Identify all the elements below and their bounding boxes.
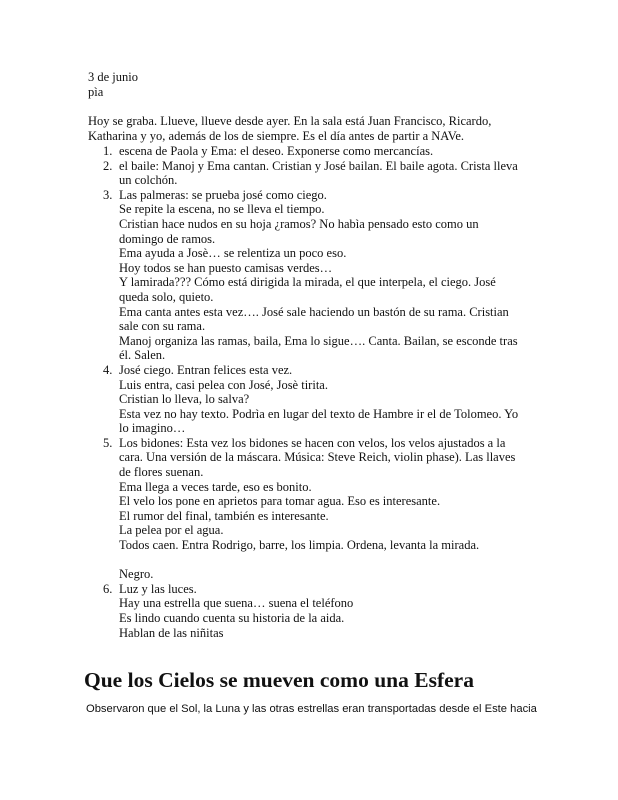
- intro-line: Hoy se graba. Llueve, llueve desde ayer. En la sala está Juan Francisco, Ricardo,: [88, 114, 492, 128]
- list-item: [88, 363, 528, 436]
- list-item-line: Las palmeras: se prueba josé como ciego.: [119, 187, 327, 202]
- list-item-number: 2.: [103, 158, 113, 173]
- list-item-line: Hay una estrella que suena… suena el teléfono: [119, 596, 354, 611]
- list-item: [88, 582, 528, 640]
- list-item-line: Hoy todos se han puesto camisas verdes…: [119, 260, 333, 275]
- list-item: [88, 159, 528, 188]
- list-item-line: Luis entra, casi pelea con José, Josè tirita.: [119, 377, 328, 392]
- list-item-line: El velo los pone en aprietos para tomar agua. Eso es interesante.: [119, 494, 441, 509]
- code-line: pìa: [88, 85, 104, 99]
- list-item: [88, 188, 528, 363]
- intro-line: Katharina y yo, además de los de siempre. Es el día antes de partir a NAVe.: [88, 129, 465, 143]
- list-item-number: 3.: [103, 187, 113, 202]
- list-item: [88, 436, 528, 582]
- list-item: [88, 144, 528, 159]
- list-item-line: el baile: Manoj y Ema cantan. Cristian y José bailan. El baile agota. Crista lleva: [119, 158, 518, 173]
- list-item-line: Negro.: [119, 567, 154, 582]
- list-item-line: él. Salen.: [119, 348, 166, 363]
- list-item-line: sale con su rama.: [119, 319, 206, 334]
- list-item-line: Hablan de las niñitas: [119, 625, 224, 640]
- list-item-line: Los bidones: Esta vez los bidones se hacen con velos, los velos ajustados a la: [119, 435, 506, 450]
- list-item-line: [119, 553, 528, 568]
- list-item-line: Luz y las luces.: [119, 581, 197, 596]
- list-item-line: lo imagino…: [119, 421, 186, 436]
- list-item-line: Manoj organiza las ramas, baila, Ema lo sigue…. Canta. Bailan, se esconde tras: [119, 333, 518, 348]
- list-item-line: El rumor del final, también es interesante.: [119, 508, 329, 523]
- list-item-line: Ema llega a veces tarde, eso es bonito.: [119, 479, 312, 494]
- list-item-line: Se repite la escena, no se lleva el tiempo.: [119, 202, 325, 217]
- list-item-line: un colchón.: [119, 173, 178, 188]
- list-item-line: Esta vez no hay texto. Podrìa en lugar del texto de Hambre ir el de Tolomeo. Yo: [119, 406, 519, 421]
- list-item-line: cara. Una versión de la máscara. Música: Steve Reich, violin phase). Las llaves: [119, 450, 516, 465]
- list-item-line: de flores suenan.: [119, 465, 204, 480]
- list-item-number: 6.: [103, 581, 113, 596]
- section-heading: Que los Cielos se mueven como una Esfera: [84, 668, 474, 692]
- list-item-line: escena de Paola y Ema: el deseo. Exponerse como mercancías.: [119, 144, 434, 158]
- list-item-line: Y lamirada??? Cómo está dirigida la mirada, el que interpela, el ciego. José: [119, 275, 496, 290]
- list-item-line: Todos caen. Entra Rodrigo, barre, los limpia. Ordena, levanta la mirada.: [119, 538, 480, 553]
- list-item-line: Ema canta antes esta vez…. José sale haciendo un bastón de su rama. Cristian: [119, 304, 509, 319]
- list-item-line: Cristian hace nudos en su hoja ¿ramos? No habìa pensado esto como un: [119, 216, 479, 231]
- numbered-list: [88, 144, 528, 640]
- list-item-line: La pelea por el agua.: [119, 523, 224, 538]
- list-item-line: Es lindo cuando cuenta su historia de la aida.: [119, 611, 345, 625]
- date-line: 3 de junio: [88, 70, 138, 84]
- list-item-number: 4.: [103, 362, 113, 377]
- list-item-line: queda solo, quieto.: [119, 289, 214, 304]
- list-item-line: Cristian lo lleva, lo salva?: [119, 392, 250, 407]
- list-item-line: Ema ayuda a Josè… se relentiza un poco eso.: [119, 246, 347, 261]
- list-item-number: 5.: [103, 435, 113, 450]
- list-item-number: 1.: [103, 144, 113, 158]
- list-item-line: domingo de ramos.: [119, 231, 216, 246]
- section-text: Observaron que el Sol, la Luna y las otras estrellas eran transportadas desde el Este hacia: [86, 703, 537, 715]
- list-item-line: José ciego. Entran felices esta vez.: [119, 362, 293, 377]
- intro-paragraph: [88, 114, 528, 144]
